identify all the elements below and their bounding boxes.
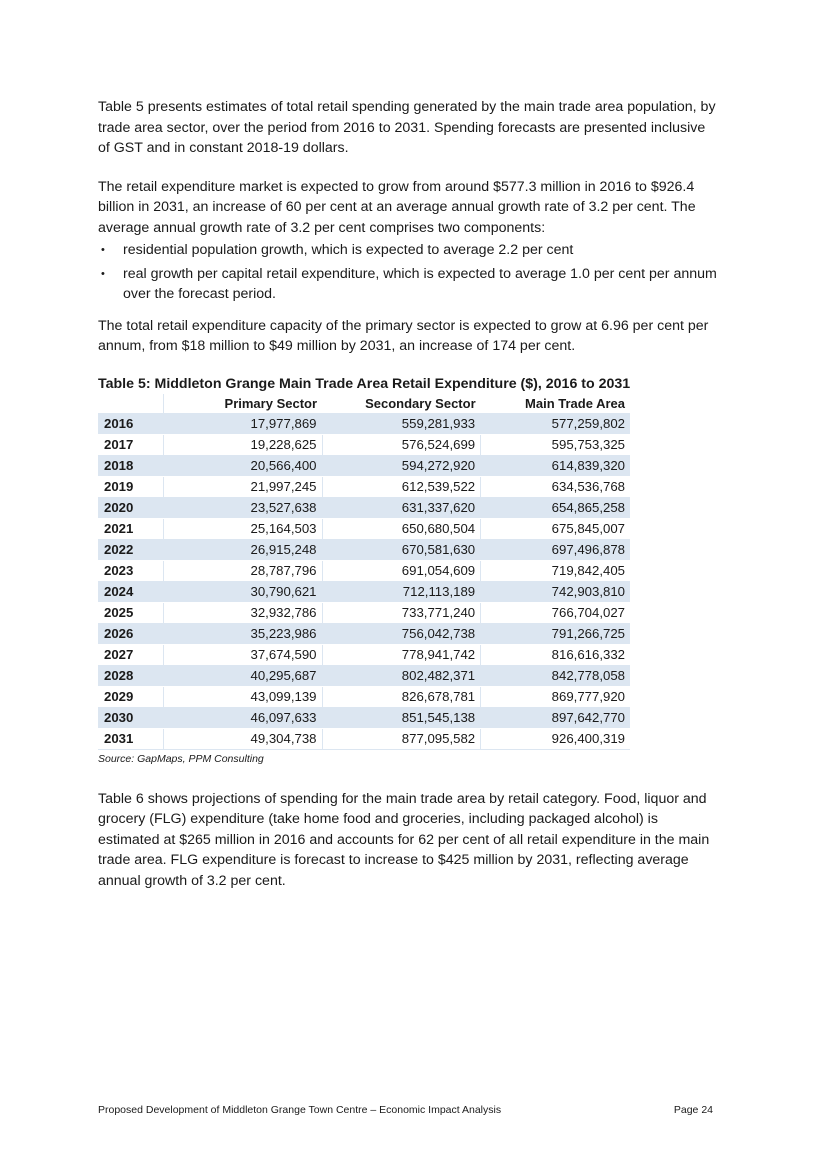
table-cell: 30,790,621 xyxy=(164,581,323,602)
row-year: 2022 xyxy=(98,539,164,560)
table-cell: 32,932,786 xyxy=(164,602,323,623)
table-row xyxy=(98,707,630,728)
table-cell: 719,842,405 xyxy=(481,560,630,581)
table-cell: 26,915,248 xyxy=(164,539,323,560)
page-footer xyxy=(98,1104,713,1116)
table-row xyxy=(98,581,630,602)
growth-components-list xyxy=(98,240,718,305)
table-cell: 25,164,503 xyxy=(164,518,323,539)
table-cell: 20,566,400 xyxy=(164,455,323,476)
row-year: 2025 xyxy=(98,602,164,623)
table-cell: 43,099,139 xyxy=(164,686,323,707)
table-row xyxy=(98,539,630,560)
table-cell: 21,997,245 xyxy=(164,476,323,497)
table-cell: 634,536,768 xyxy=(481,476,630,497)
row-year: 2023 xyxy=(98,560,164,581)
table-cell: 23,527,638 xyxy=(164,497,323,518)
market-growth-paragraph: The retail expenditure market is expected to grow from around $577.3 million in 2016 to $926.4 billion in 2031, an increase of 60 per cent at an average annual growth rate of 3.2 per cent. The average annual growth rate of 3.2 per cent comprises two components: xyxy=(98,178,696,236)
table-cell: 712,113,189 xyxy=(322,581,481,602)
table-cell: 559,281,933 xyxy=(322,413,481,434)
bullet-icon: • xyxy=(101,244,105,256)
table-cell: 816,616,332 xyxy=(481,644,630,665)
table-cell: 742,903,810 xyxy=(481,581,630,602)
row-year: 2018 xyxy=(98,455,164,476)
row-year: 2017 xyxy=(98,434,164,455)
flg-paragraph: Table 6 shows projections of spending for the main trade area by retail category. Food, liquor and grocery (FLG) expenditure (take home food and groceries, including packaged alcohol) is estimated at $265 million in 2016 and accounts for 62 per cent of all retail expenditure in the main trade area. FLG expenditure is forecast to increase to $425 million by 2031, reflecting average annual growth of 3.2 per cent. xyxy=(98,790,710,889)
table-cell: 826,678,781 xyxy=(322,686,481,707)
table-row xyxy=(98,686,630,707)
row-year: 2019 xyxy=(98,476,164,497)
table-cell: 40,295,687 xyxy=(164,665,323,686)
table-cell: 17,977,869 xyxy=(164,413,323,434)
table-cell: 756,042,738 xyxy=(322,623,481,644)
table-cell: 670,581,630 xyxy=(322,539,481,560)
table-cell: 851,545,138 xyxy=(322,707,481,728)
list-item-text: real growth per capital retail expenditure, which is expected to average 1.0 per cent per annum over the forecast period. xyxy=(123,265,717,302)
column-header: Secondary Sector xyxy=(365,395,476,411)
table-body xyxy=(98,413,630,749)
table-cell: 612,539,522 xyxy=(322,476,481,497)
table-cell: 614,839,320 xyxy=(481,455,630,476)
row-year: 2026 xyxy=(98,623,164,644)
table-row xyxy=(98,476,630,497)
table-row xyxy=(98,497,630,518)
table-cell: 926,400,319 xyxy=(481,728,630,749)
list-item xyxy=(98,240,718,261)
row-year: 2029 xyxy=(98,686,164,707)
table-row xyxy=(98,434,630,455)
table-cell: 631,337,620 xyxy=(322,497,481,518)
table-cell: 778,941,742 xyxy=(322,644,481,665)
table-cell: 869,777,920 xyxy=(481,686,630,707)
table-cell: 46,097,633 xyxy=(164,707,323,728)
intro-paragraph: Table 5 presents estimates of total retail spending generated by the main trade area population, by trade area sector, over the period from 2016 to 2031. Spending forecasts are presented inclusive of GST and in constant 2018-19 dollars. xyxy=(98,99,716,156)
row-year: 2021 xyxy=(98,518,164,539)
table-cell: 766,704,027 xyxy=(481,602,630,623)
page-content xyxy=(98,97,718,891)
table-cell: 35,223,986 xyxy=(164,623,323,644)
table-cell: 594,272,920 xyxy=(322,455,481,476)
table-cell: 675,845,007 xyxy=(481,518,630,539)
table-cell: 877,095,582 xyxy=(322,728,481,749)
table-cell: 19,228,625 xyxy=(164,434,323,455)
table-cell: 791,266,725 xyxy=(481,623,630,644)
table-cell: 28,787,796 xyxy=(164,560,323,581)
primary-sector-paragraph: The total retail expenditure capacity of the primary sector is expected to grow at 6.96 per cent per annum, from $18 million to $49 million by 2031, an increase of 174 per cent. xyxy=(98,317,709,354)
table-cell: 37,674,590 xyxy=(164,644,323,665)
table-cell: 697,496,878 xyxy=(481,539,630,560)
row-year: 2030 xyxy=(98,707,164,728)
header-year xyxy=(98,394,164,414)
table-row xyxy=(98,623,630,644)
table-cell: 576,524,699 xyxy=(322,434,481,455)
table-row xyxy=(98,455,630,476)
table-row xyxy=(98,644,630,665)
table-cell: 49,304,738 xyxy=(164,728,323,749)
row-year: 2024 xyxy=(98,581,164,602)
table-row xyxy=(98,602,630,623)
table-cell: 897,642,770 xyxy=(481,707,630,728)
list-item-text: residential population growth, which is expected to average 2.2 per cent xyxy=(123,242,574,258)
footer-document-title: Proposed Development of Middleton Grange Town Centre – Economic Impact Analysis xyxy=(98,1104,502,1116)
table-cell: 733,771,240 xyxy=(322,602,481,623)
table-source: Source: GapMaps, PPM Consulting xyxy=(98,752,264,765)
table-cell: 802,482,371 xyxy=(322,665,481,686)
table-cell: 691,054,609 xyxy=(322,560,481,581)
expenditure-table xyxy=(98,394,630,750)
page-number: Page 24 xyxy=(673,1104,713,1116)
table-cell: 842,778,058 xyxy=(481,665,630,686)
table-cell: 650,680,504 xyxy=(322,518,481,539)
table-cell: 595,753,325 xyxy=(481,434,630,455)
row-year: 2020 xyxy=(98,497,164,518)
table-header-row xyxy=(98,394,630,414)
list-item xyxy=(98,264,718,305)
row-year: 2027 xyxy=(98,644,164,665)
table-row xyxy=(98,413,630,434)
row-year: 2016 xyxy=(98,413,164,434)
table-row xyxy=(98,518,630,539)
table-row xyxy=(98,665,630,686)
column-header: Primary Sector xyxy=(224,395,318,411)
table-row xyxy=(98,560,630,581)
table-row xyxy=(98,728,630,749)
table-title: Table 5: Middleton Grange Main Trade Area Retail Expenditure ($), 2016 to 2031 xyxy=(98,375,631,392)
bullet-icon: • xyxy=(101,267,105,280)
column-header: Main Trade Area xyxy=(525,395,625,411)
row-year: 2031 xyxy=(98,728,164,749)
row-year: 2028 xyxy=(98,665,164,686)
table-cell: 654,865,258 xyxy=(481,497,630,518)
table-cell: 577,259,802 xyxy=(481,413,630,434)
